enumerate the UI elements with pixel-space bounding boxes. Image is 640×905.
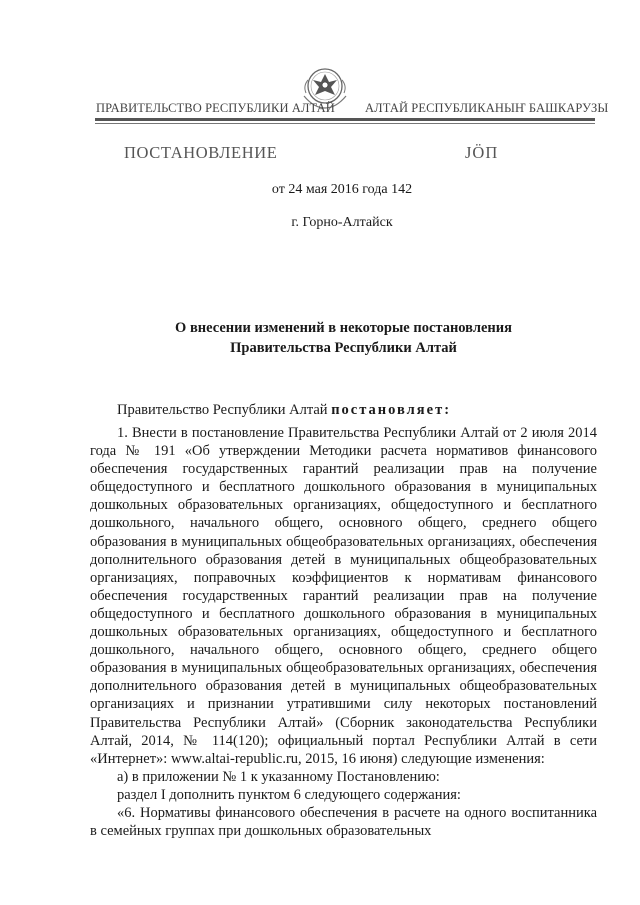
enacting-clause [117,402,451,419]
header-rule-thin [95,123,595,124]
enacting-subject: Правительство Республики Алтай [117,402,332,418]
document-title-line-2: Правительства Республики Алтай [230,340,457,356]
body-paragraph-1: 1. Внести в постановление Правительства Республики Алтай от 2 июля 2014 года № 191 «Об утверждении Методики расчета нормативов финансового обеспечения государственных гарантий реализации прав на получение общедоступного и бесплатного дошкольного образования в муниципальных дошкольных образовательных организациях, общедоступного и бесплатного дошкольного, начального общего, основного общего, среднего общего образования в муниципальных общеобразовательных организациях, обеспечения дополнительного образования детей в муниципальных общеобразовательных организациях, поправочных коэффициентов к нормативам финансового обеспечения государственных гарантий реализации прав на получение общедоступного и бесплатного дошкольного образования в муниципальных дошкольных образовательных организациях, общедоступного и бесплатного дошкольного, начального общего, основного общего, среднего общего образования в муниципальных общеобразовательных организациях, обеспечения дополнительного образования детей в муниципальных общеобразовательных организациях и признании утратившими силу некоторых постановлений Правительства Республики Алтай» (Сборник законодательства Республики Алтай, 2014, № 114(120); официальный портал Республики Алтай в сети «Интернет»: www.altai-republic.ru, 2015, 16 июня) следующие изменения: [90,425,597,767]
document-city: г. Горно-Алтайск [291,215,393,230]
document-title-line-1: О внесении изменений в некоторые постановления [175,320,512,336]
header-rule-thick [95,118,595,121]
body-paragraph-3: раздел I дополнить пунктом 6 следующего содержания: [117,786,461,803]
document-kind-russian: ПОСТАНОВЛЕНИЕ [124,143,278,162]
document-kind-altai: JÖП [465,143,499,162]
enacting-verb: постановляет: [331,402,452,418]
body-paragraph-4: «6. Нормативы финансового обеспечения в расчете на одного воспитанника в семейных группах при дошкольных образовательных [90,804,597,840]
body-paragraph-2: а) в приложении № 1 к указанному Постановлению: [117,768,440,785]
org-name-russian: ПРАВИТЕЛЬСТВО РЕСПУБЛИКИ АЛТАЙ [96,101,335,115]
document-date-number: от 24 мая 2016 года 142 [271,182,413,197]
org-name-altai: АЛТАЙ РЕСПУБЛИКАНЫҤ БАШКАРУЗЫ [365,101,609,115]
document-body [90,424,597,840]
document-title [90,318,597,358]
